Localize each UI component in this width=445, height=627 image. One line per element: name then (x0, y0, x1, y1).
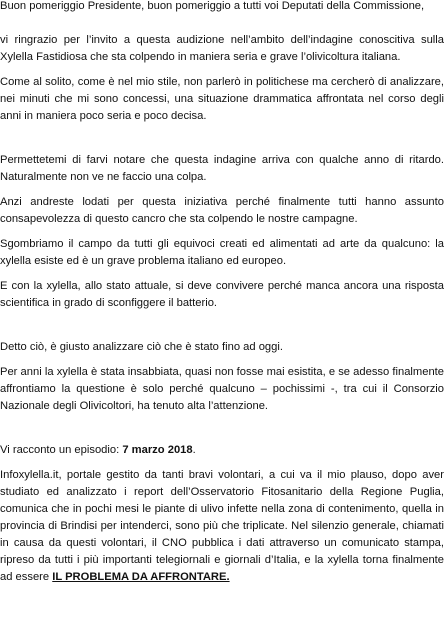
intro-paragraph: Come al solito, come è nel mio stile, non parlerò in politichese ma cercherò di analizzare, nei minuti che mi sono concessi, una situazione drammatica affrontata nel corso degli anni in maniera poco seria e poco decisa. (0, 76, 444, 122)
episode-suffix: . (192, 444, 196, 456)
coexistence-paragraph: E con la xylella, allo stato attuale, si deve convivere perché manca ancora una risposta scientifica in grado di sconfiggere il batterio. (0, 280, 444, 309)
paragraph-spacer (0, 15, 444, 32)
paragraph-spacer (0, 312, 444, 329)
infoxylella-text: Infoxylella.it, portale gestito da tanti bravi volontari, a cui va il mio plauso, dopo aver studiato ed analizzato i report dell’Osservatorio Fitosanitario della Regione Puglia, comunica che in pochi mesi le piante di ulivo infette nella zona di contenimento, quella in provincia di Brindisi per intenderci, sono più che triplicate. Nel silenzio generale, chiamati in causa da questi volontari, il CNO pubblica i dati attraverso un comunicato stampa, ripreso da tutti i più importanti telegiornali e giornali d’Italia, e la xylella torna finalmente ad essere (0, 469, 444, 583)
paragraph-spacer (0, 415, 444, 432)
episode-paragraph (0, 442, 444, 459)
greeting-paragraph: Buon pomeriggio Presidente, buon pomeriggio a tutti voi Deputati della Commissione, (0, 0, 425, 12)
infoxylella-paragraph (0, 467, 444, 586)
episode-date: 7 marzo 2018 (122, 444, 193, 456)
delay-paragraph: Permettetemi di farvi notare che questa indagine arriva con qualche anno di ritardo. Naturalmente non ve ne faccio una colpa. (0, 154, 444, 183)
analysis-paragraph: Detto ciò, è giusto analizzare ciò che è stato fino ad oggi. (0, 341, 283, 353)
clarification-paragraph: Sgombriamo il campo da tutti gli equivoci creati ed alimentati ad arte da qualcuno: la xylella esiste ed è un grave problema italiano ed europeo. (0, 238, 444, 267)
episode-prefix: Vi racconto un episodio: (0, 444, 123, 456)
problem-emphasis: IL PROBLEMA DA AFFRONTARE. (52, 571, 230, 583)
thanks-paragraph: vi ringrazio per l’invito a questa audizione nell’ambito dell’indagine conoscitiva sulla Xylella Fastidiosa che sta colpendo in maniera seria e grave l’olivicoltura italiana. (0, 34, 444, 63)
paragraph-spacer (0, 329, 444, 339)
paragraph-spacer (0, 125, 444, 142)
praise-paragraph: Anzi andreste lodati per questa iniziativa perché finalmente tutti hanno assunto consapevolezza di questo cancro che sta colpendo le nostre campagne. (0, 196, 444, 225)
paragraph-spacer (0, 142, 444, 152)
history-paragraph: Per anni la xylella è stata insabbiata, quasi non fosse mai esistita, e se adesso finalmente affrontiamo la questione è solo perché qualcuno – pochissimi -, tra cui il Consorzio Nazionale degli Olivicoltori, ha tenuto alta l’attenzione. (0, 366, 444, 412)
paragraph-spacer (0, 432, 444, 442)
